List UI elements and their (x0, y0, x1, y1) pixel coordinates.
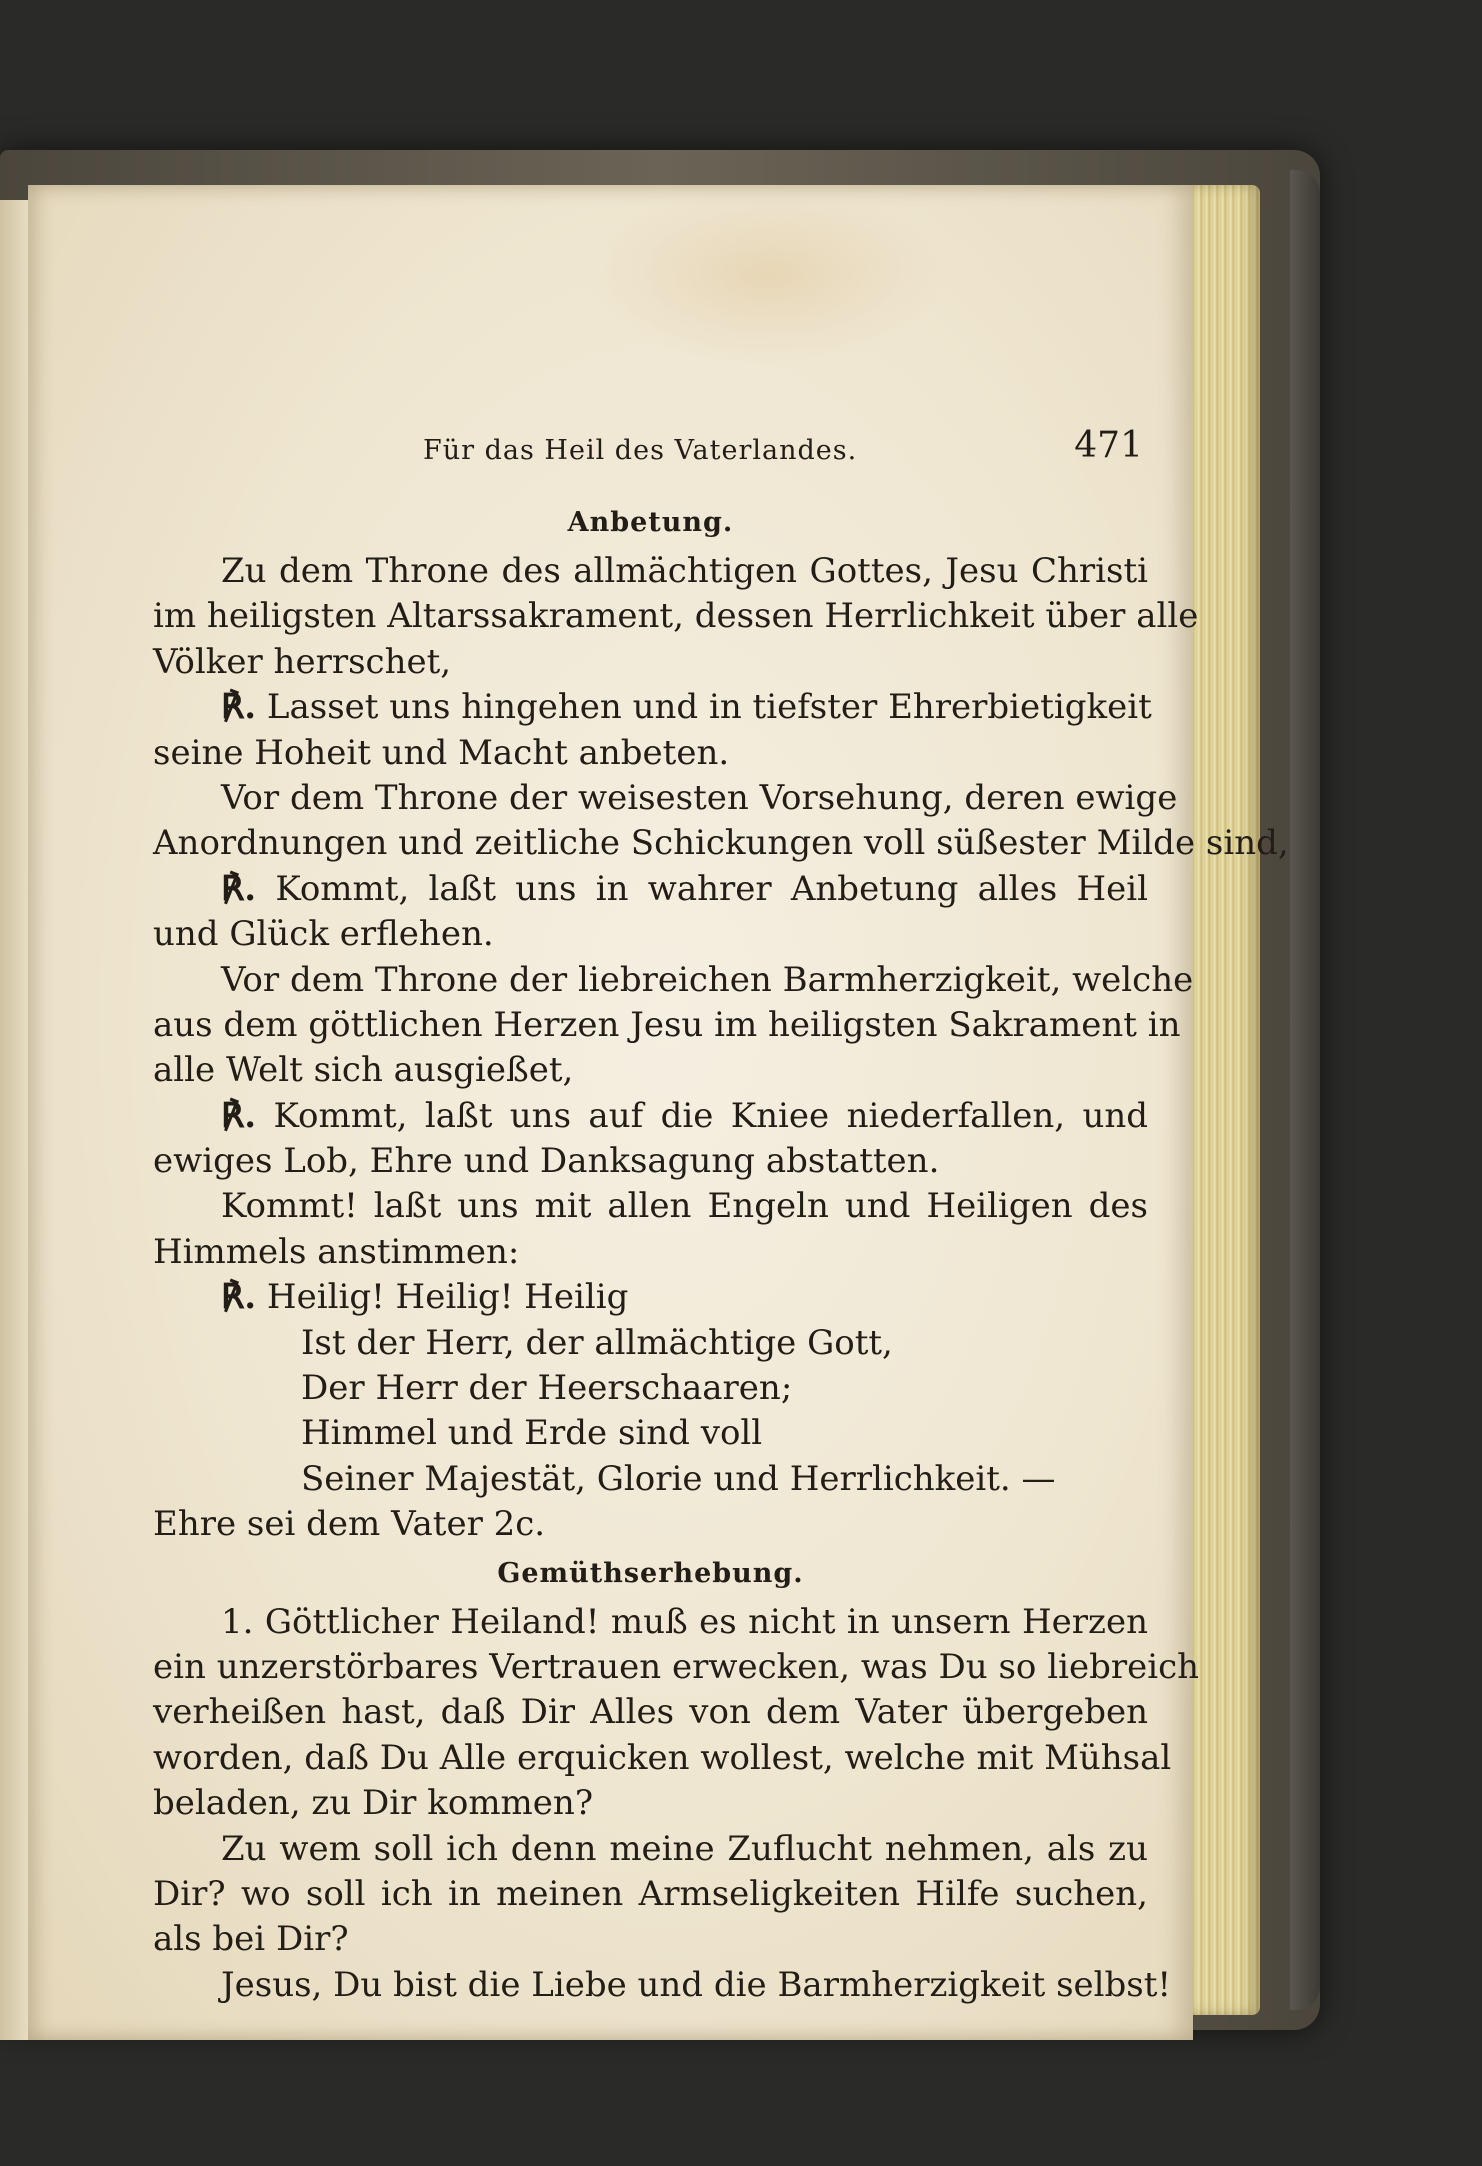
line-text: als bei Dir? (153, 1919, 349, 1960)
text-line (153, 1827, 1148, 1872)
line-text: verheißen hast, daß Dir Alles von dem Vater übergeben (153, 1692, 1148, 1733)
text-line (153, 821, 1289, 866)
line-text: Himmel und Erde sind voll (301, 1413, 763, 1454)
verse-line (153, 1457, 1148, 1502)
line-text: Vor dem Throne der weisesten Vorsehung, deren ewige (221, 777, 1178, 818)
line-text: Ehre sei dem Vater 2c. (153, 1504, 546, 1545)
response-line (153, 1094, 1148, 1139)
text-line (153, 731, 1148, 776)
line-text: worden, daß Du Alle erquicken wollest, welche mit Mühsal (153, 1737, 1172, 1778)
page-stain (588, 185, 948, 365)
line-text: ein unzerstörbares Vertrauen erwecken, was Du so liebreich (153, 1646, 1200, 1687)
line-text: 1. Göttlicher Heiland! muß es nicht in unsern Herzen (221, 1601, 1148, 1642)
text-line (153, 1781, 1148, 1826)
line-text: Kommt, laßt uns auf die Kniee niederfallen, und (273, 1095, 1148, 1136)
text-line (153, 1645, 1200, 1690)
line-text: und Glück erflehen. (153, 914, 494, 955)
text-line (153, 776, 1178, 821)
text-line (153, 1736, 1172, 1781)
line-text: Himmels anstimmen: (153, 1231, 520, 1272)
text-line (153, 958, 1194, 1003)
line-text: Seiner Majestät, Glorie und Herrlichkeit. — (301, 1458, 1056, 1499)
line-text: Heilig! Heilig! Heilig (266, 1277, 629, 1318)
line-text: im heiligsten Altarssakrament, dessen Herrlichkeit über alle (153, 596, 1199, 637)
book-page (28, 185, 1289, 2040)
verse-line (153, 1411, 1148, 1456)
text-line (153, 1600, 1148, 1645)
response-marker: ℟. (221, 1095, 257, 1136)
line-text: Vor dem Throne der liebreichen Barmherzigkeit, welche (221, 959, 1194, 1000)
line-text: Der Herr der Heerschaaren; (301, 1368, 793, 1409)
line-text: seine Hoheit und Macht anbeten. (153, 732, 730, 773)
response-line (153, 867, 1148, 912)
text-line (153, 1139, 1148, 1184)
response-marker: ℟. (221, 1277, 257, 1318)
line-text: Völker herrschet, (153, 641, 452, 682)
line-text: ewiges Lob, Ehre und Danksagung abstatten. (153, 1141, 940, 1182)
text-line (153, 1230, 1148, 1275)
line-text: Kommt! laßt uns mit allen Engeln und Heiligen des (221, 1186, 1148, 1227)
response-marker: ℟. (221, 687, 257, 728)
verse-line (153, 1321, 1148, 1366)
line-text: alle Welt sich ausgießet, (153, 1050, 574, 1091)
text-line (153, 1184, 1148, 1229)
text-line (153, 640, 1148, 685)
response-line (153, 1275, 1148, 1320)
section-heading: Anbetung. (567, 507, 734, 538)
line-text: Dir? wo soll ich in meinen Armseligkeiten Hilfe suchen, (153, 1873, 1148, 1914)
line-text: aus dem göttlichen Herzen Jesu im heiligsten Sakrament in (153, 1004, 1181, 1045)
text-line (153, 1502, 1148, 1547)
text-line (153, 1048, 1148, 1093)
text-line (153, 1690, 1148, 1735)
body-text (153, 497, 1289, 2008)
line-text: Zu dem Throne des allmächtigen Gottes, Jesu Christi (221, 551, 1148, 591)
text-line (153, 912, 1148, 957)
line-text: Ist der Herr, der allmächtige Gott, (301, 1322, 893, 1363)
text-line (153, 549, 1148, 594)
section-heading: Gemüthserhebung. (497, 1557, 804, 1589)
response-marker: ℟. (221, 868, 257, 909)
text-line (153, 1872, 1148, 1917)
line-text: Jesus, Du bist die Liebe und die Barmherzigkeit selbst! (221, 1964, 1172, 2005)
page-number: 471 (1074, 425, 1143, 466)
text-line (153, 1963, 1172, 2008)
response-line (153, 685, 1152, 730)
line-text: beladen, zu Dir kommen? (153, 1783, 594, 1824)
verse-line (153, 1366, 1148, 1411)
line-text: Anordnungen und zeitliche Schickungen voll süßester Milde sind, (153, 823, 1289, 864)
line-text: Kommt, laßt uns in wahrer Anbetung alles Heil (275, 868, 1148, 909)
line-text: Zu wem soll ich denn meine Zuflucht nehmen, als zu (221, 1828, 1148, 1869)
text-line (153, 594, 1199, 639)
running-title: Für das Heil des Vaterlandes. (423, 435, 858, 466)
page-header (153, 425, 1148, 485)
text-line (153, 1003, 1181, 1048)
line-text: Lasset uns hingehen und in tiefster Ehrerbietigkeit (266, 687, 1152, 728)
text-line (153, 1917, 1148, 1962)
page-content (153, 425, 1289, 2008)
previous-page-edge (0, 200, 28, 2040)
